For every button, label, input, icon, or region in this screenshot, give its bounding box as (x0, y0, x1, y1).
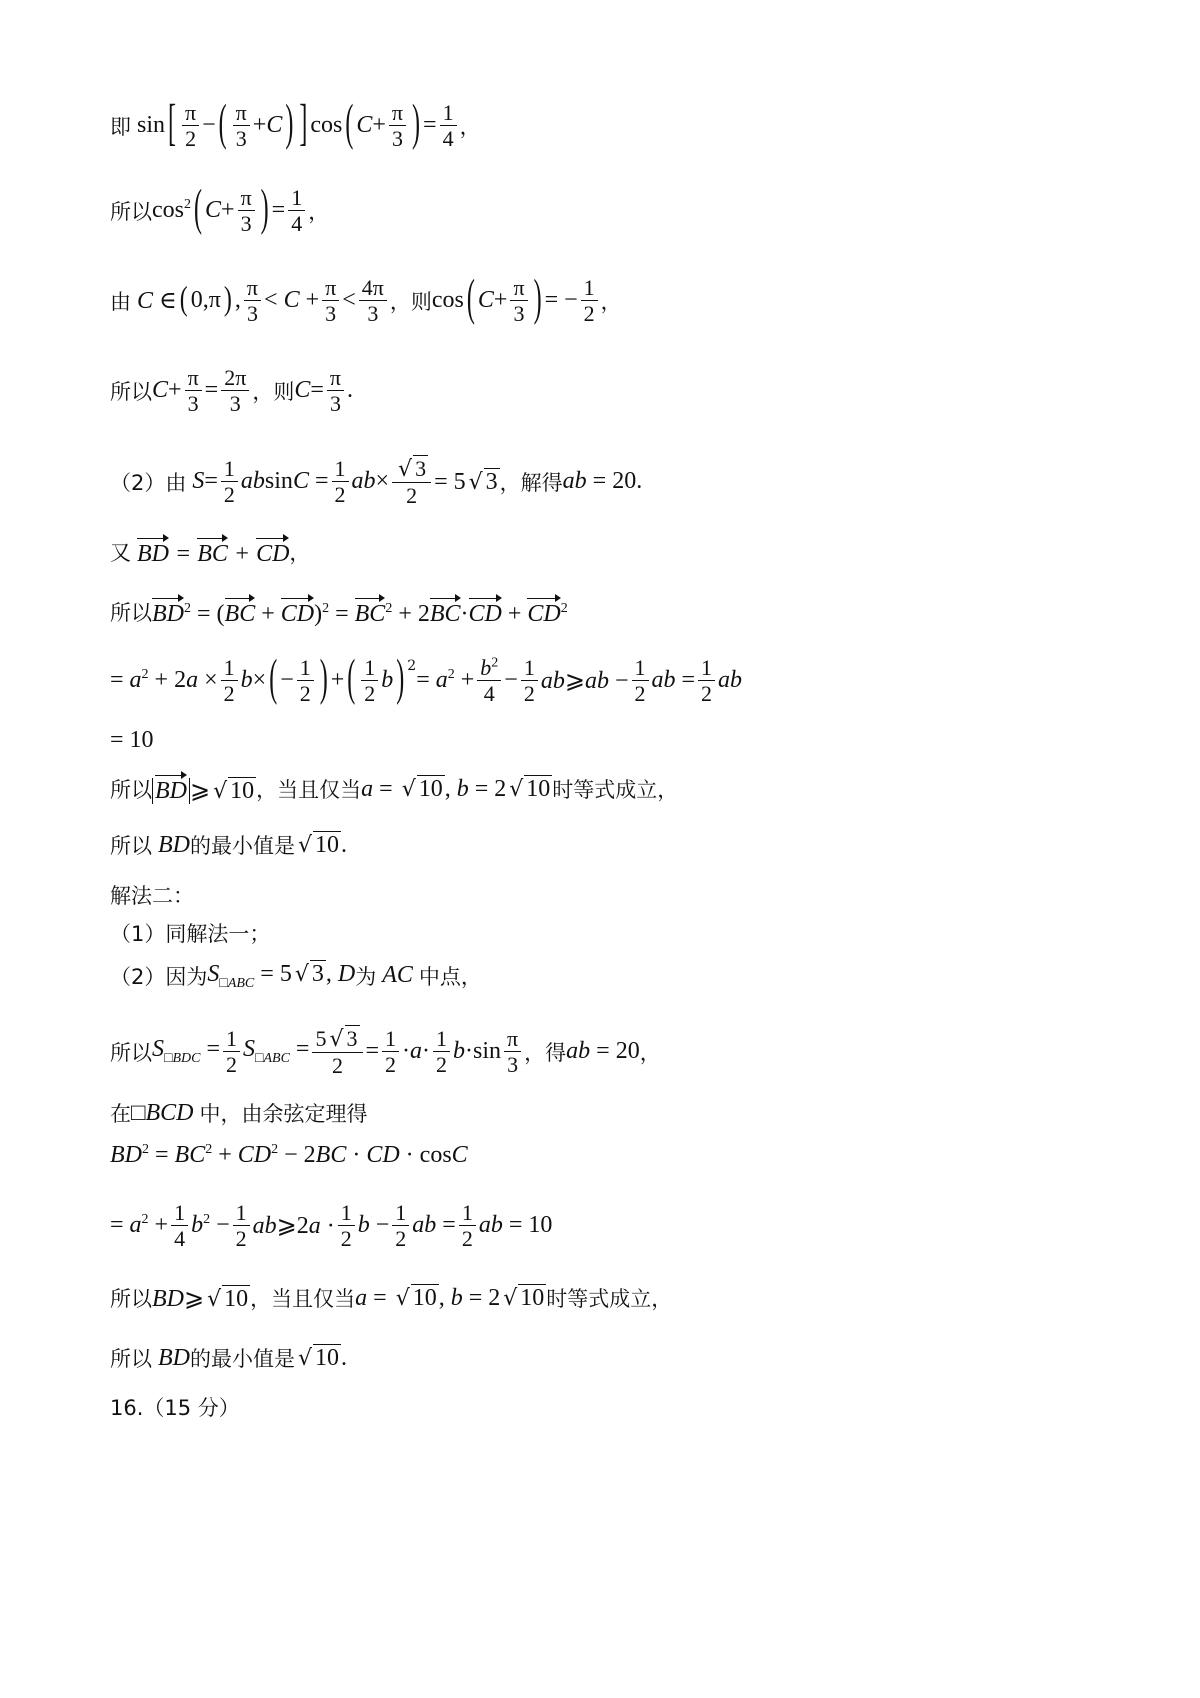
line-19: 所以 BD⩾ √ 10 ，当且仅当 a = √ 10, b = 2 √ 10 时等式成立， (110, 1285, 673, 1312)
line-2: 所以 $\cos^2$ ( C + $\frac{\pi}{3}$ ) = $\frac{1}{4}$ ， (110, 182, 330, 238)
line-12 (110, 880, 194, 910)
text-jiede: ，解得 (499, 470, 563, 495)
line-14: （2）因为 $S_{□ABC} = 5$ √ 3, D 为 AC 中点， (110, 961, 482, 991)
text-suoyi: 所以 (110, 834, 152, 858)
line-13 (110, 918, 270, 948)
text-you-c: 由 (110, 289, 131, 314)
text-p1-same: （1）同解法一； (110, 922, 271, 946)
text-suoyi: 所以 (110, 600, 152, 625)
text-de: ，得 (524, 1040, 567, 1065)
line-5: （2）由 S = $\frac{1}{2}$ absinC = $\frac{1}{2}$ ab× $\frac{√ 3}{2}$ = 5 √ 3 ，解得 ab = 20. (110, 456, 643, 509)
text-suoyi: 所以 (110, 777, 152, 802)
text-jiefa2: 解法二： (110, 884, 194, 908)
line-18: = $a^2$ + $\frac{1}{4}$ $b^2$ − $\frac{1}{2}$ ab⩾2a · $\frac{1}{2}$ b − $\frac{1}{2}$ ab = $\frac{1}{2}$ ab = 10 (110, 1200, 553, 1252)
text-p2-because: （2）因为 (110, 964, 208, 989)
line-17: $BD^2 = BC^2 + CD^2 - 2BC$ · CD · cosC (110, 1142, 468, 1168)
text-wei: 为 (355, 964, 377, 989)
line-15: 所以 $S_{□BDC}$ = $\frac{1}{2}$ $S_{□ABC}$ = $\frac{5 √ 3}{2}$ = $\frac{1}{2}$ ·a· $\frac{1}{2}$ b·sin $\frac{\pi}{3}$ ，得 ab = 20 ， (110, 1026, 661, 1079)
text-you: 又 (110, 540, 131, 565)
question-16-heading: 16.（15 分） (110, 1396, 240, 1420)
text-suoyi: 所以 (110, 1347, 152, 1371)
text-zhongdian: 中点， (418, 964, 482, 989)
text-shidengshi: 时等式成立， (546, 1287, 673, 1311)
line-8: = $a^2 + 2a$ × $\frac{1}{2}$ b × ( − $\frac{1}{2}$ ) + ( $\frac{1}{2}$ b ) $^2$ = $a^2$ + $\frac{b^2}{4}$ − $\frac{1}{2}$ ab⩾ab − $\frac{1}{2}$ ab = $\frac{1}{2}$ ab (110, 652, 743, 708)
line-1: 即 sin [ $\frac{\pi}{2}$ − ( $\frac{\pi}{3}$ +C ) ] cos ( C + $\frac{\pi}{3}$ ) = $\frac{1}{4}$ ， (110, 97, 481, 153)
text-bd-min: 的最小值是 (190, 1347, 295, 1371)
line-9: = 10 (110, 727, 154, 753)
text-suoyi: 所以 (110, 379, 152, 404)
line-11: 所以 BD 的最小值是 √ 10. (110, 831, 348, 858)
text-suoyi: 所以 (110, 1287, 152, 1311)
text-ze: 则 (410, 289, 432, 314)
text-shidengshi: 时等式成立， (552, 777, 679, 802)
line-7: 所以 $BD^2 = (BC + CD)^2 = BC^2 + 2BC\cdot CD + CD^2$ (110, 595, 568, 628)
text-suoyi: 所以 (110, 1040, 152, 1065)
text-bd-min: 的最小值是 (190, 834, 295, 858)
line-6: 又 BD = BC + CD ， (110, 535, 310, 568)
text-ze: 则 (273, 379, 295, 404)
text-p2-label: （2）由 (110, 470, 187, 495)
text-dangqie: ，当且仅当 (256, 777, 362, 802)
line-21 (110, 1392, 240, 1422)
text-zai: 在 (110, 1102, 131, 1126)
line-3: 由 C ∈ ( 0,π ) , $\frac{\pi}{3}$ < C + $\frac{\pi}{3}$ < $\frac{4\pi}{3}$ ， 则 cos ( C + $\frac{\pi}{3}$ ) = − $\frac{1}{2}$ ， (110, 272, 622, 328)
text-dangqie: ，当且仅当 (250, 1287, 356, 1311)
line-10: 所以 BD ⩾ √ 10 ，当且仅当 a = √ 10, b = 2 √ 10 时等式成立， (110, 772, 678, 805)
line-16: 在 □BCD 中，由余弦定理得 (110, 1099, 368, 1126)
line-20: 所以 BD 的最小值是 √ 10. (110, 1344, 348, 1371)
text-yuxian: 中，由余弦定理得 (199, 1102, 368, 1126)
text-suoyi: 所以 (110, 199, 152, 224)
line-4: 所以 C + $\frac{\pi}{3}$ = $\frac{2\pi}{3}$ ， 则 C = $\frac{\pi}{3}$ . (110, 365, 353, 417)
text-ji: 即 (110, 114, 131, 139)
